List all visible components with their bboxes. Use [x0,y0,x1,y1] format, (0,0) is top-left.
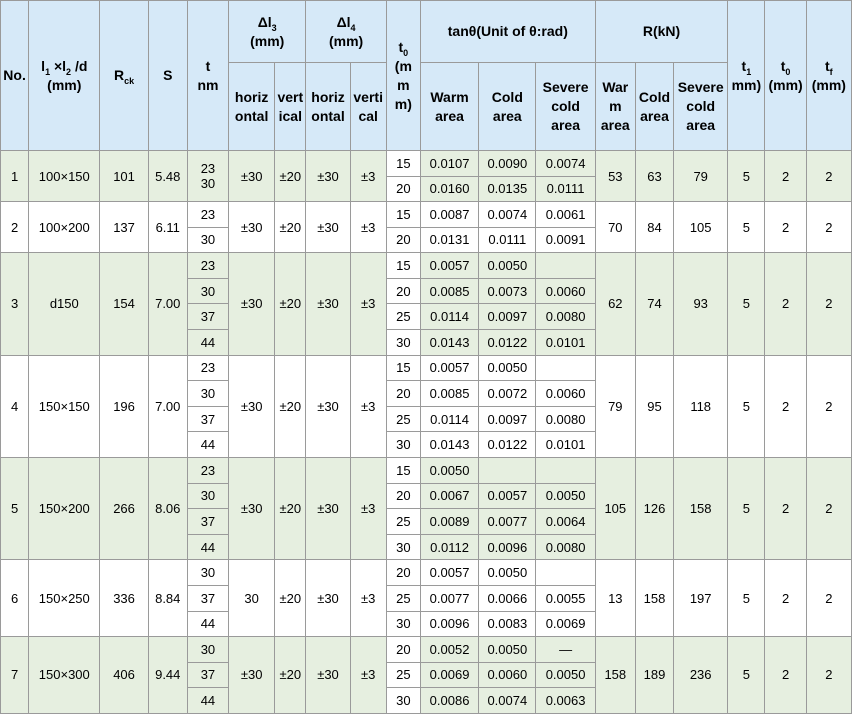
cell-tan-severe: 0.0101 [536,432,595,458]
cell-t0: 30 [386,688,420,714]
header-dl4-horizontal: horiz ontal [306,63,350,151]
cell-no: 3 [1,253,29,355]
cell-s: 6.11 [148,202,187,253]
cell-tan-warm: 0.0089 [420,509,478,535]
cell-no: 1 [1,151,29,202]
cell-t1: 5 [728,560,765,637]
cell-dims: 100×200 [29,202,100,253]
cell-t0: 15 [386,202,420,228]
cell-t: 37 [187,662,228,688]
cell-tan-severe: 0.0063 [536,688,595,714]
cell-t0: 20 [386,278,420,304]
cell-t: 30 [187,560,228,586]
cell-dl3-h: 30 [229,560,275,637]
cell-dl4-h: ±30 [306,637,350,714]
cell-r-cold: 126 [635,457,673,559]
cell-rck: 336 [100,560,148,637]
cell-r-severe: 105 [674,202,728,253]
header-t0: $t_0$ (m m m) [386,1,420,151]
cell-tan-severe: 0.0060 [536,381,595,407]
cell-tf: 2 [806,355,851,457]
cell-t0-right: 2 [765,355,806,457]
cell-tan-severe: 0.0064 [536,509,595,535]
cell-t: 44 [187,688,228,714]
cell-r-cold: 158 [635,560,673,637]
cell-tan-warm: 0.0096 [420,611,478,637]
cell-r-warm: 158 [595,637,635,714]
cell-tan-warm: 0.0057 [420,560,478,586]
cell-tan-severe: 0.0080 [536,406,595,432]
header-dl3-horizontal: horiz ontal [229,63,275,151]
cell-s: 9.44 [148,637,187,714]
header-t1: $t_1$ mm) [728,1,765,151]
group-6 [1,560,852,637]
cell-t0: 25 [386,406,420,432]
header-delta-l4: $\Delta l_4$ (mm) [306,1,386,63]
cell-dims: 150×150 [29,355,100,457]
cell-tf: 2 [806,253,851,355]
cell-t: 44 [187,329,228,355]
table-header [1,1,852,151]
cell-dl4-h: ±30 [306,457,350,559]
cell-t0: 20 [386,560,420,586]
cell-dl3-v: ±20 [275,560,306,637]
cell-r-cold: 95 [635,355,673,457]
cell-t0: 15 [386,355,420,381]
cell-dl4-v: ±3 [350,151,386,202]
cell-dl3-v: ±20 [275,151,306,202]
cell-t: 23 [187,253,228,279]
table-row [1,560,852,586]
cell-dl3-h: ±30 [229,202,275,253]
cell-tan-cold: 0.0050 [479,355,536,381]
cell-tan-cold: 0.0066 [479,585,536,611]
cell-r-severe: 236 [674,637,728,714]
cell-t0: 25 [386,585,420,611]
header-dimensions: $l_1 \times l_2$ /d (mm) [29,1,100,151]
cell-s: 7.00 [148,355,187,457]
cell-tan-severe [536,355,595,381]
cell-dims: d150 [29,253,100,355]
group-7 [1,637,852,714]
table-row [1,637,852,663]
cell-r-warm: 105 [595,457,635,559]
cell-t0: 15 [386,253,420,279]
cell-t: 30 [187,278,228,304]
cell-tan-severe [536,560,595,586]
cell-tan-cold: 0.0097 [479,304,536,330]
cell-no: 7 [1,637,29,714]
cell-r-warm: 13 [595,560,635,637]
cell-t0-right: 2 [765,637,806,714]
cell-t0: 30 [386,432,420,458]
cell-tan-cold: 0.0083 [479,611,536,637]
cell-rck: 266 [100,457,148,559]
cell-dl3-v: ±20 [275,355,306,457]
header-tan-severe: Severe cold area [536,63,595,151]
cell-tan-severe: 0.0061 [536,202,595,228]
header-tan-cold: Cold area [479,63,536,151]
cell-no: 4 [1,355,29,457]
cell-t: 23 [187,355,228,381]
cell-tan-cold: 0.0135 [479,176,536,202]
cell-t: 37 [187,406,228,432]
cell-tan-cold: 0.0050 [479,637,536,663]
header-t0-right: $t_0$ (mm) [765,1,806,151]
header-t: t nm [187,1,228,151]
cell-tan-cold: 0.0090 [479,151,536,177]
cell-tan-cold: 0.0050 [479,560,536,586]
cell-tan-warm: 0.0057 [420,355,478,381]
cell-t: 44 [187,534,228,560]
cell-tan-warm: 0.0050 [420,457,478,483]
cell-dl3-h: ±30 [229,151,275,202]
cell-r-cold: 189 [635,637,673,714]
cell-tf: 2 [806,202,851,253]
cell-tan-severe: 0.0101 [536,329,595,355]
cell-r-severe: 79 [674,151,728,202]
cell-dl4-h: ±30 [306,355,350,457]
cell-dims: 150×200 [29,457,100,559]
cell-tan-severe: — [536,637,595,663]
header-dl3-vertical: vert ical [275,63,306,151]
header-r-kn: R(kN) [595,1,728,63]
group-4 [1,355,852,457]
cell-t: 23 [187,457,228,483]
cell-tan-cold: 0.0122 [479,432,536,458]
cell-tan-cold: 0.0073 [479,278,536,304]
cell-t0-right: 2 [765,151,806,202]
cell-tan-warm: 0.0107 [420,151,478,177]
cell-tan-severe: 0.0060 [536,278,595,304]
cell-t0: 15 [386,457,420,483]
cell-dl3-v: ±20 [275,637,306,714]
cell-t: 37 [187,585,228,611]
cell-tan-severe: 0.0111 [536,176,595,202]
cell-tf: 2 [806,457,851,559]
cell-dl3-h: ±30 [229,253,275,355]
cell-r-warm: 62 [595,253,635,355]
group-5 [1,457,852,559]
cell-r-cold: 84 [635,202,673,253]
cell-r-severe: 158 [674,457,728,559]
cell-dl4-v: ±3 [350,560,386,637]
cell-r-cold: 63 [635,151,673,202]
cell-tan-cold: 0.0096 [479,534,536,560]
cell-t1: 5 [728,202,765,253]
cell-t: 23 30 [187,151,228,202]
cell-tan-warm: 0.0114 [420,304,478,330]
table-row [1,253,852,279]
cell-s: 7.00 [148,253,187,355]
cell-rck: 154 [100,253,148,355]
cell-t: 30 [187,227,228,253]
cell-t0: 20 [386,381,420,407]
cell-tan-cold: 0.0057 [479,483,536,509]
cell-dl3-h: ±30 [229,355,275,457]
cell-t: 44 [187,432,228,458]
cell-t0: 20 [386,227,420,253]
cell-no: 6 [1,560,29,637]
cell-tan-severe: 0.0050 [536,662,595,688]
cell-t: 44 [187,611,228,637]
cell-dims: 100×150 [29,151,100,202]
header-s: S [148,1,187,151]
cell-dl4-v: ±3 [350,457,386,559]
cell-t1: 5 [728,151,765,202]
cell-dl4-h: ±30 [306,253,350,355]
cell-tan-cold: 0.0111 [479,227,536,253]
header-rck: $R_{ck}$ [100,1,148,151]
header-tan-warm: Warm area [420,63,478,151]
cell-tan-warm: 0.0085 [420,278,478,304]
cell-r-severe: 197 [674,560,728,637]
cell-rck: 406 [100,637,148,714]
cell-rck: 137 [100,202,148,253]
cell-tan-severe [536,457,595,483]
cell-t0: 30 [386,534,420,560]
cell-tan-severe: 0.0074 [536,151,595,177]
cell-tf: 2 [806,560,851,637]
cell-r-warm: 53 [595,151,635,202]
cell-tan-warm: 0.0114 [420,406,478,432]
table-row [1,151,852,177]
header-tf: $t_f$ (mm) [806,1,851,151]
cell-tan-cold: 0.0060 [479,662,536,688]
header-r-cold: Cold area [635,63,673,151]
cell-t1: 5 [728,355,765,457]
cell-t1: 5 [728,253,765,355]
cell-tan-warm: 0.0086 [420,688,478,714]
cell-tan-cold: 0.0122 [479,329,536,355]
cell-tan-severe: 0.0050 [536,483,595,509]
cell-t: 30 [187,483,228,509]
header-tan-theta: tanθ(Unit of θ:rad) [420,1,595,63]
group-1 [1,151,852,202]
cell-tan-severe: 0.0055 [536,585,595,611]
cell-dl4-v: ±3 [350,355,386,457]
table-row [1,355,852,381]
cell-tan-warm: 0.0131 [420,227,478,253]
cell-rck: 101 [100,151,148,202]
cell-dims: 150×250 [29,560,100,637]
cell-t0-right: 2 [765,253,806,355]
cell-t: 30 [187,637,228,663]
cell-tan-warm: 0.0085 [420,381,478,407]
cell-t: 30 [187,381,228,407]
cell-tan-cold: 0.0074 [479,688,536,714]
cell-tan-warm: 0.0143 [420,329,478,355]
cell-tan-severe: 0.0080 [536,304,595,330]
cell-r-severe: 118 [674,355,728,457]
cell-t1: 5 [728,637,765,714]
cell-tan-warm: 0.0052 [420,637,478,663]
header-dl4-vertical: verti cal [350,63,386,151]
cell-dl4-v: ±3 [350,202,386,253]
cell-t: 37 [187,509,228,535]
cell-dl3-h: ±30 [229,637,275,714]
cell-tan-cold: 0.0077 [479,509,536,535]
cell-tf: 2 [806,151,851,202]
cell-dl3-h: ±30 [229,457,275,559]
cell-dl3-v: ±20 [275,457,306,559]
header-delta-l3: $\Delta l_3$ (mm) [229,1,306,63]
cell-no: 5 [1,457,29,559]
cell-r-cold: 74 [635,253,673,355]
cell-t0: 30 [386,611,420,637]
cell-dl4-h: ±30 [306,560,350,637]
cell-dl4-v: ±3 [350,637,386,714]
cell-tan-warm: 0.0077 [420,585,478,611]
cell-tan-warm: 0.0057 [420,253,478,279]
header-no: No. [1,1,29,151]
cell-r-warm: 79 [595,355,635,457]
header-r-severe: Severe cold area [674,63,728,151]
cell-tan-cold: 0.0050 [479,253,536,279]
cell-t0: 25 [386,509,420,535]
cell-tan-severe [536,253,595,279]
cell-tan-cold: 0.0074 [479,202,536,228]
cell-tan-severe: 0.0069 [536,611,595,637]
cell-tf: 2 [806,637,851,714]
cell-tan-warm: 0.0069 [420,662,478,688]
table-row [1,457,852,483]
cell-t0-right: 2 [765,560,806,637]
group-3 [1,253,852,355]
cell-tan-warm: 0.0087 [420,202,478,228]
cell-dl4-h: ±30 [306,151,350,202]
cell-rck: 196 [100,355,148,457]
cell-tan-cold: 0.0097 [479,406,536,432]
cell-dims: 150×300 [29,637,100,714]
cell-dl4-v: ±3 [350,253,386,355]
cell-dl3-v: ±20 [275,202,306,253]
cell-dl3-v: ±20 [275,253,306,355]
cell-t0-right: 2 [765,457,806,559]
table-row [1,202,852,228]
group-2 [1,202,852,253]
header-r-warm: War m area [595,63,635,151]
cell-tan-warm: 0.0160 [420,176,478,202]
cell-s: 8.84 [148,560,187,637]
cell-t0: 20 [386,637,420,663]
cell-tan-warm: 0.0112 [420,534,478,560]
cell-r-severe: 93 [674,253,728,355]
cell-t0: 25 [386,662,420,688]
cell-t: 37 [187,304,228,330]
cell-t0: 15 [386,151,420,177]
cell-no: 2 [1,202,29,253]
cell-tan-warm: 0.0143 [420,432,478,458]
cell-t1: 5 [728,457,765,559]
cell-t0: 25 [386,304,420,330]
cell-t0: 20 [386,176,420,202]
cell-s: 8.06 [148,457,187,559]
cell-tan-warm: 0.0067 [420,483,478,509]
cell-t0: 30 [386,329,420,355]
cell-t: 23 [187,202,228,228]
cell-r-warm: 70 [595,202,635,253]
cell-dl4-h: ±30 [306,202,350,253]
cell-tan-severe: 0.0080 [536,534,595,560]
cell-tan-cold [479,457,536,483]
cell-tan-cold: 0.0072 [479,381,536,407]
cell-t0: 20 [386,483,420,509]
cell-tan-severe: 0.0091 [536,227,595,253]
cell-t0-right: 2 [765,202,806,253]
cell-s: 5.48 [148,151,187,202]
